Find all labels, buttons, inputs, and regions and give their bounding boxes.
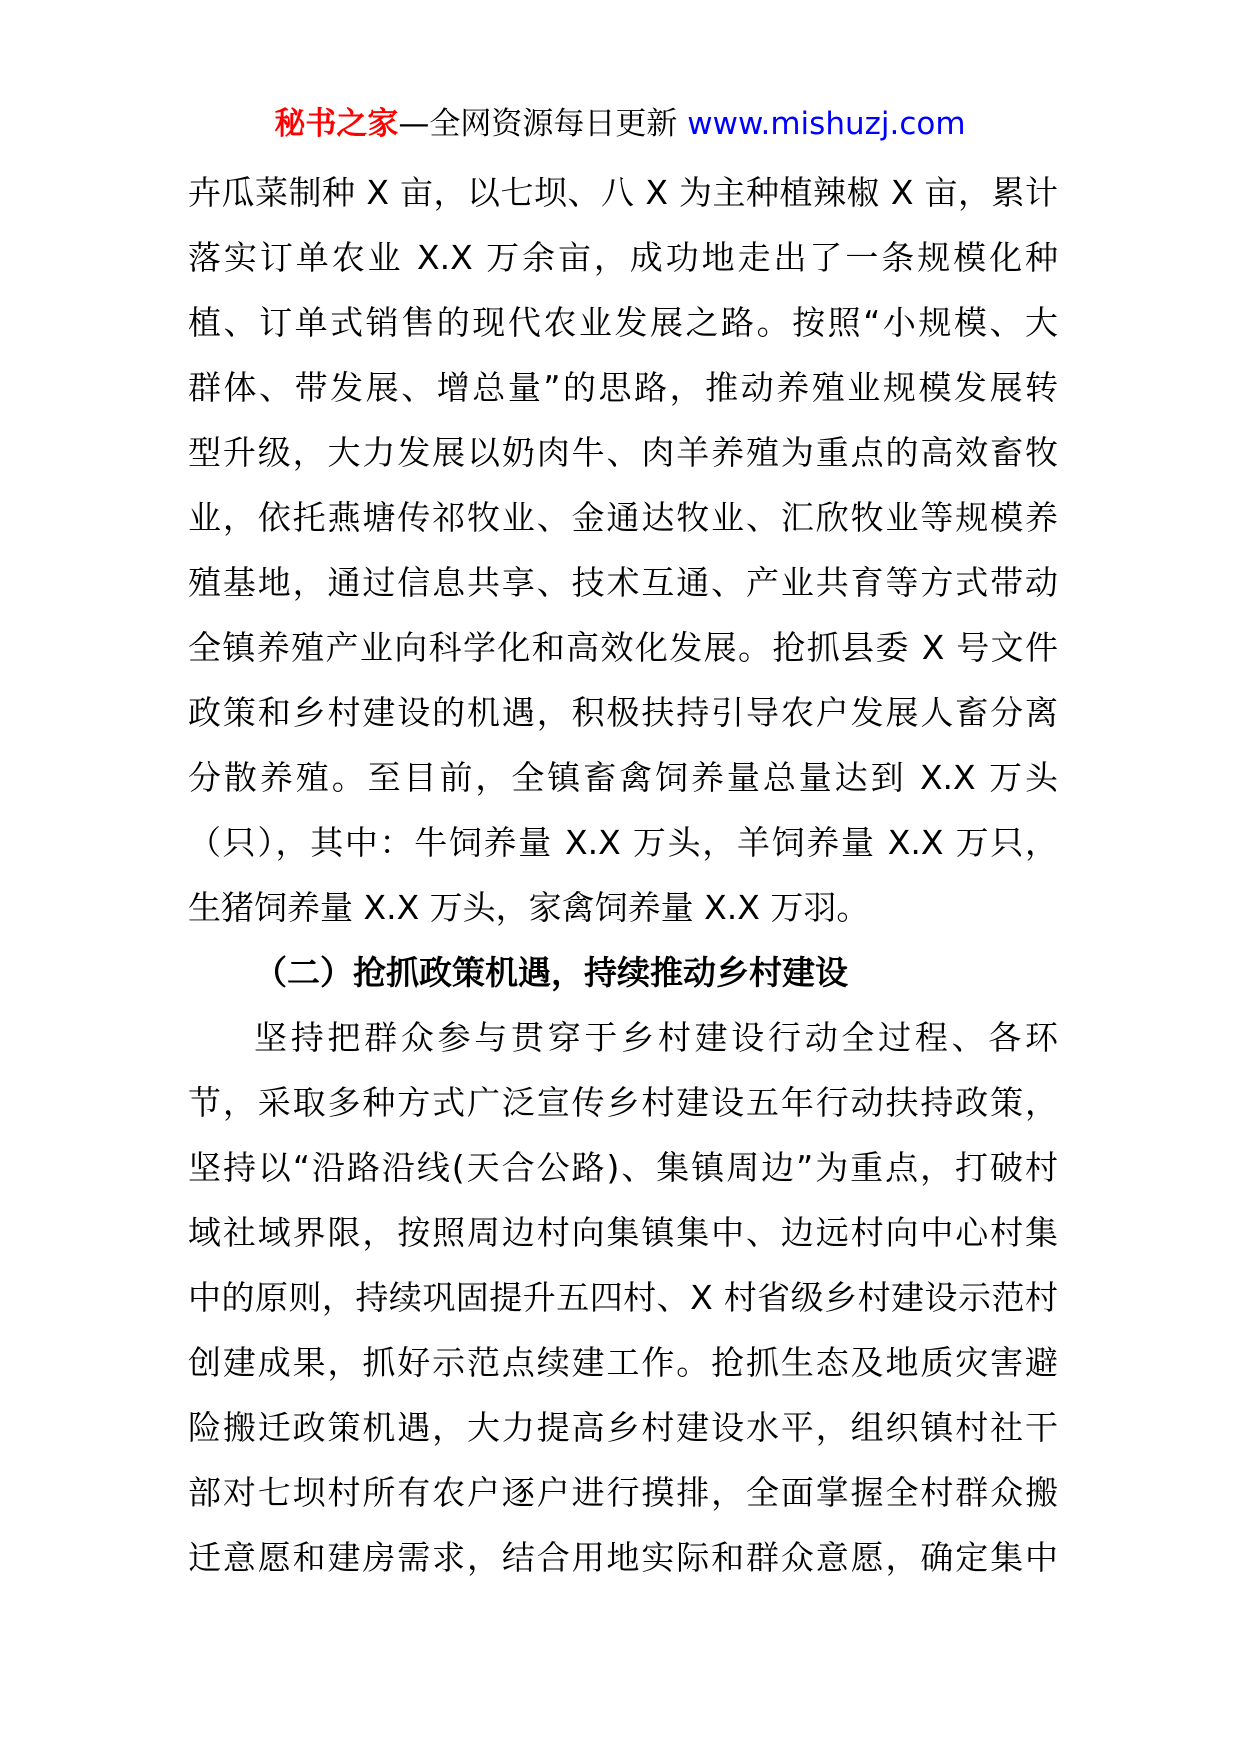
paragraph-2-line: 坚持以“沿路沿线(天合公路)、集镇周边”为重点，打破村	[188, 1148, 1058, 1187]
paragraph-1-line: 业，依托燕塘传祁牧业、金通达牧业、汇欣牧业等规模养	[188, 498, 1058, 537]
paragraph-1-line: 落实订单农业 X.X 万余亩，成功地走出了一条规模化种	[188, 238, 1058, 277]
paragraph-1-line: 群体、带发展、增总量”的思路，推动养殖业规模发展转	[188, 368, 1058, 407]
site-tagline: —全网资源每日更新	[398, 106, 688, 142]
paragraph-1-line: 型升级，大力发展以奶肉牛、肉羊养殖为重点的高效畜牧	[188, 433, 1058, 472]
paragraph-2-line: 中的原则，持续巩固提升五四村、X 村省级乡村建设示范村	[188, 1278, 1058, 1317]
paragraph-2-line: 域社域界限，按照周边村向集镇集中、边远村向中心村集	[188, 1213, 1058, 1252]
paragraph-1-line: 殖基地，通过信息共享、技术互通、产业共育等方式带动	[188, 563, 1058, 602]
paragraph-1-line: 全镇养殖产业向科学化和高效化发展。抢抓县委 X 号文件	[188, 628, 1058, 667]
paragraph-2-line: 创建成果，抓好示范点续建工作。抢抓生态及地质灾害避	[188, 1343, 1058, 1382]
site-url-link[interactable]: www.mishuzj.com	[687, 106, 966, 142]
paragraph-1-line: 分散养殖。至目前，全镇畜禽饲养量总量达到 X.X 万头	[188, 758, 1058, 797]
paragraph-2-line: 坚持把群众参与贯穿于乡村建设行动全过程、各环	[254, 1018, 1058, 1057]
paragraph-2-line: 迁意愿和建房需求，结合用地实际和群众意愿，确定集中	[188, 1538, 1058, 1577]
paragraph-2-line: 节，采取多种方式广泛宣传乡村建设五年行动扶持政策，	[188, 1083, 1058, 1122]
site-brand: 秘书之家	[274, 106, 399, 142]
paragraph-1-line: （只），其中：牛饲养量 X.X 万头，羊饲养量 X.X 万只，	[188, 823, 1058, 862]
section-heading: （二）抢抓政策机遇，持续推动乡村建设	[254, 953, 848, 992]
paragraph-1-line: 生猪饲养量 X.X 万头，家禽饲养量 X.X 万羽。	[188, 888, 870, 927]
paragraph-1-line: 政策和乡村建设的机遇，积极扶持引导农户发展人畜分离	[188, 693, 1058, 732]
paragraph-2-line: 险搬迁政策机遇，大力提高乡村建设水平，组织镇村社干	[188, 1408, 1058, 1447]
site-header	[0, 98, 1240, 150]
paragraph-1-line: 植、订单式销售的现代农业发展之路。按照“小规模、大	[188, 303, 1058, 342]
document-body	[188, 160, 1058, 1590]
paragraph-1-line: 卉瓜菜制种 X 亩，以七坝、八 X 为主种植辣椒 X 亩，累计	[188, 173, 1058, 212]
paragraph-2-line: 部对七坝村所有农户逐户进行摸排，全面掌握全村群众搬	[188, 1473, 1058, 1512]
